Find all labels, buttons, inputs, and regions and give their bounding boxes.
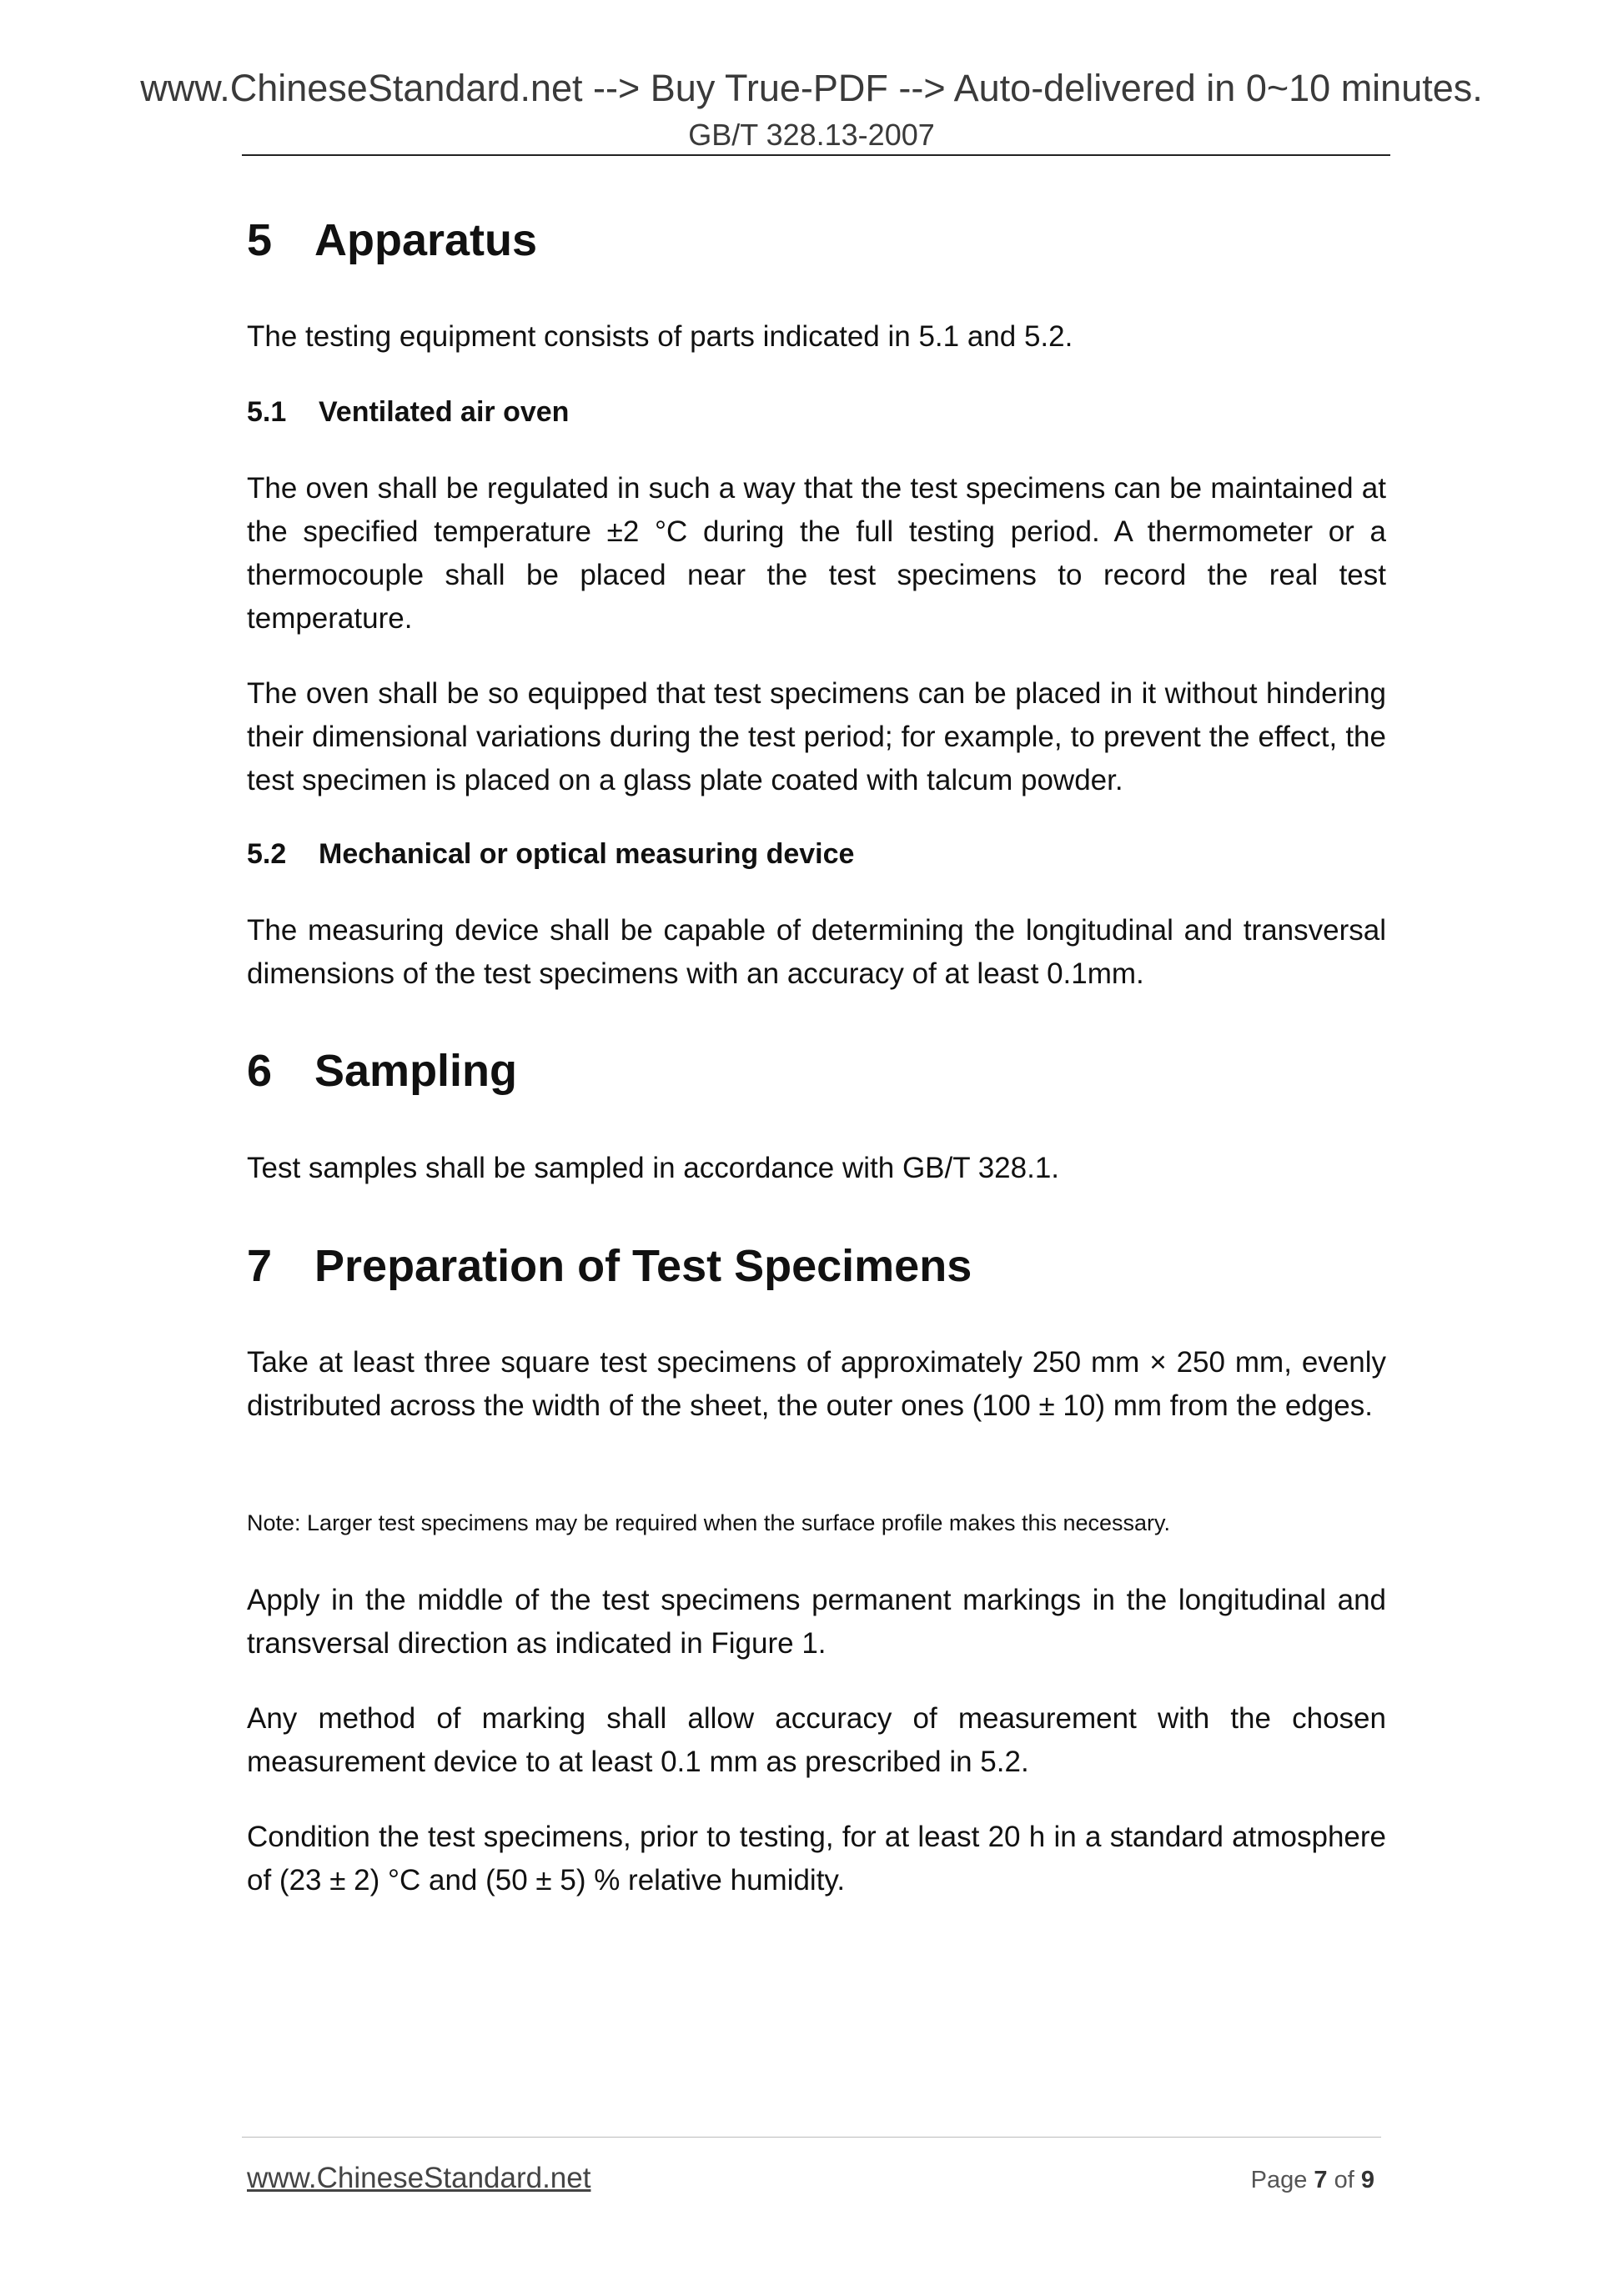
paragraph-marking-accuracy: Any method of marking shall allow accuracy of measurement with the chosen measurement device to at least 0.1 mm as prescribed in 5.2.: [247, 1702, 1386, 1778]
subsection-number: 5.2: [247, 838, 287, 870]
section-7-heading: [247, 1239, 972, 1293]
subsection-5-2-heading: [247, 836, 854, 872]
section-number: 7: [247, 1241, 273, 1291]
page-label: Page: [1250, 2167, 1308, 2193]
section-title: Sampling: [314, 1046, 518, 1096]
document-code: GB/T 328.13-2007: [688, 118, 935, 152]
section-number: 6: [247, 1046, 273, 1096]
paragraph-oven-regulation: The oven shall be regulated in such a way that the test specimens can be maintained at the specified temperature ±2 °C during the full testing period. A thermometer or a thermocouple shall be placed near the test specimens to record the real test temperature.: [247, 472, 1386, 635]
note-larger-specimens: Note: Larger test specimens may be required when the surface profile makes this necessary.: [247, 1510, 1171, 1535]
section-5-heading: [247, 214, 537, 267]
top-banner: www.ChineseStandard.net --> Buy True-PDF --> Auto-delivered in 0~10 minutes.: [140, 67, 1483, 109]
subsection-title: Mechanical or optical measuring device: [319, 838, 855, 870]
header-divider: [242, 154, 1390, 156]
footer-website-link[interactable]: www.ChineseStandard.net: [247, 2162, 591, 2194]
section-5-intro: The testing equipment consists of parts indicated in 5.1 and 5.2.: [247, 320, 1073, 353]
section-6-intro: Test samples shall be sampled in accordance with GB/T 328.1.: [247, 1152, 1060, 1184]
section-title: Preparation of Test Specimens: [314, 1241, 972, 1291]
paragraph-specimen-size: Take at least three square test specimens of approximately 250 mm × 250 mm, evenly distributed across the width of the sheet, the outer ones (100 ± 10) mm from the edges.: [247, 1346, 1386, 1422]
paragraph-oven-equipment: The oven shall be so equipped that test specimens can be placed in it without hindering their dimensional variations during the test period; for example, to prevent the effect, the test specimen is placed on a glass plate coated with talcum powder.: [247, 677, 1386, 796]
page-of: of: [1334, 2167, 1354, 2193]
subsection-number: 5.1: [247, 396, 287, 428]
subsection-title: Ventilated air oven: [319, 396, 570, 428]
paragraph-markings: Apply in the middle of the test specimens permanent markings in the longitudinal and transversal direction as indicated in Figure 1.: [247, 1584, 1386, 1660]
section-6-heading: [247, 1044, 517, 1098]
section-number: 5: [247, 215, 273, 265]
subsection-5-1-heading: [247, 394, 569, 430]
paragraph-conditioning: Condition the test specimens, prior to testing, for at least 20 h in a standard atmosphere of (23 ± 2) °C and (50 ± 5) % relative humidity.: [247, 1821, 1386, 1897]
page-number: [1251, 2163, 1374, 2197]
page-current: 7: [1314, 2167, 1328, 2193]
footer-divider: [242, 2137, 1381, 2138]
paragraph-measuring-device: The measuring device shall be capable of determining the longitudinal and transversal dimensions of the test specimens with an accuracy of at least 0.1mm.: [247, 914, 1386, 990]
page-total: 9: [1360, 2167, 1374, 2193]
section-title: Apparatus: [314, 215, 538, 265]
